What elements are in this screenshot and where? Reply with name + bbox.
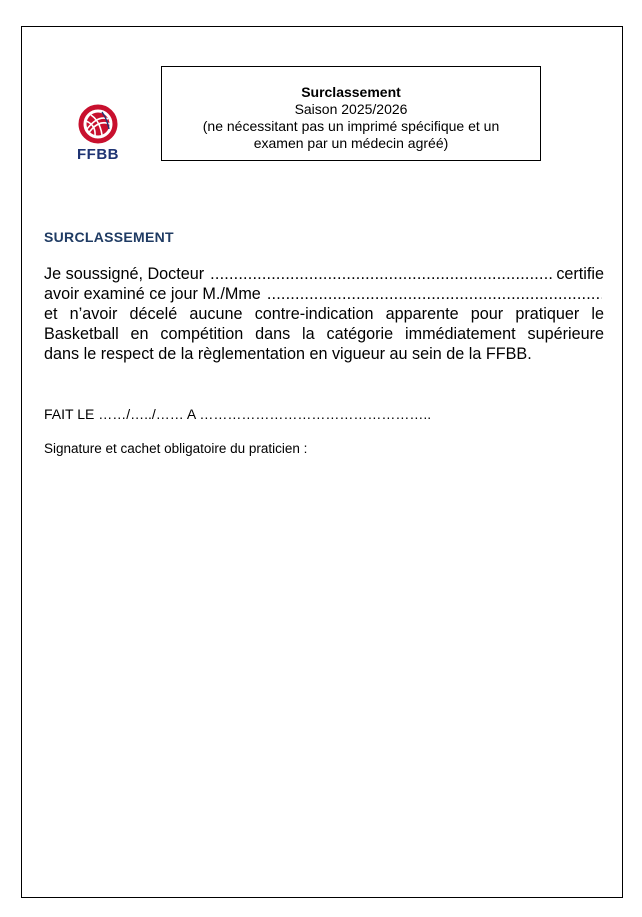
certifie-label: certifie xyxy=(556,265,604,283)
patient-name-blank[interactable] xyxy=(267,284,602,304)
certificate-body xyxy=(44,264,604,364)
body-line-5: dans le respect de la règlementation en vigueur au sein de la FFBB. xyxy=(44,345,532,363)
logo-text: FFBB xyxy=(77,146,119,163)
doctor-line xyxy=(44,264,604,284)
body-line-4: Basketball en compétition dans la catégorie immédiatement supérieure xyxy=(44,325,604,343)
doctor-name-blank[interactable] xyxy=(210,264,554,284)
section-heading: SURCLASSEMENT xyxy=(44,229,174,245)
header-box xyxy=(161,66,541,161)
patient-label: avoir examiné ce jour M./Mme xyxy=(44,285,261,303)
season-label: Saison 2025/2026 xyxy=(294,101,408,117)
header-note-line-2: examen par un médecin agréé) xyxy=(253,135,449,151)
patient-line xyxy=(44,284,604,304)
basketball-icon xyxy=(74,103,122,147)
doctor-label: Je soussigné, Docteur xyxy=(44,265,205,283)
signature-label: Signature et cachet obligatoire du praticien : xyxy=(44,441,308,456)
header-note-line-1: (ne nécessitant pas un imprimé spécifique et un xyxy=(202,118,500,134)
body-line-3: et n’avoir décelé aucune contre-indication apparente pour pratiquer le xyxy=(44,305,604,323)
date-place-line: FAIT LE ……/…../…… A ………………………………………….. xyxy=(44,406,432,422)
document-title: Surclassement xyxy=(301,84,401,100)
ffbb-logo xyxy=(74,103,122,167)
